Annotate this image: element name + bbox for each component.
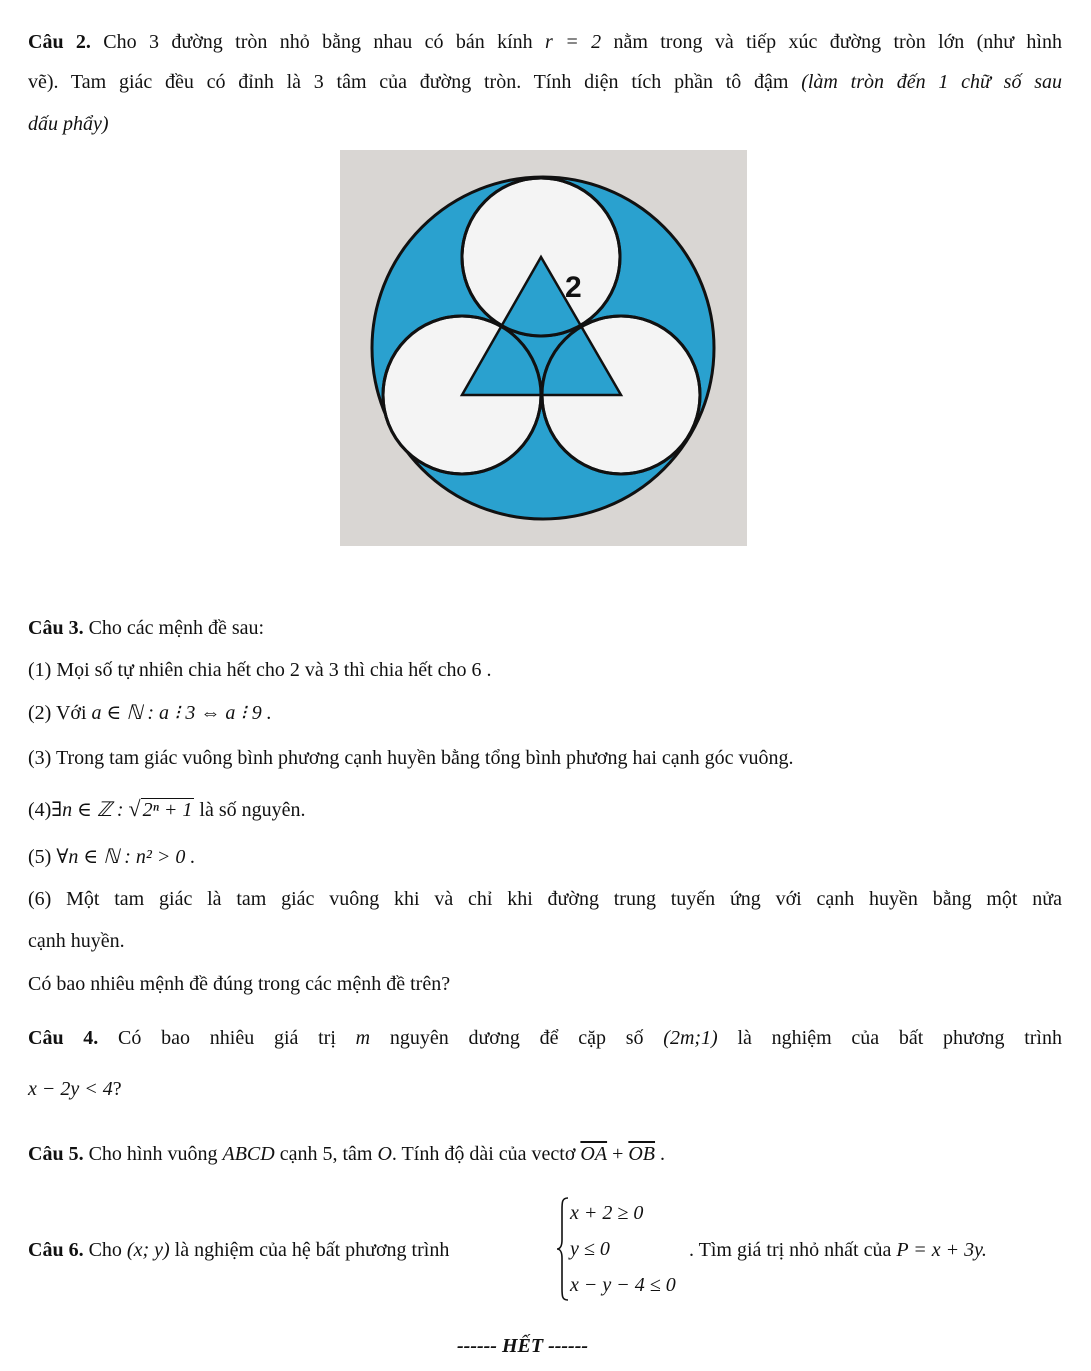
q3-statement-4: (4)∃n ∈ ℤ : √ 2ⁿ + 1 là số nguyên.: [28, 796, 306, 821]
q5-end: .: [655, 1143, 666, 1165]
q3-s4-sqrt: 2ⁿ + 1: [142, 799, 193, 821]
circles-diagram: [340, 150, 747, 546]
q5-vec-ob: $\overline{OB}$: [628, 1143, 656, 1165]
q5-label: Câu 5.: [28, 1143, 84, 1165]
q2-figure: [340, 150, 747, 546]
q3-label: Câu 3.: [28, 617, 84, 639]
q5-abcd: ABCD: [222, 1143, 275, 1165]
q2-label: Câu 2.: [28, 31, 91, 53]
q2-text-3-italic: dấu phẩy): [28, 113, 109, 135]
q6-system: [556, 1196, 686, 1302]
q3-s5-math: ∀n ∈ ℕ : n² > 0 .: [56, 846, 196, 868]
q3-question: Có bao nhiêu mệnh đề đúng trong các mệnh đề trên?: [28, 973, 451, 995]
q3-statement-3: (3) Trong tam giác vuông bình phương cạnh huyền bằng tổng bình phương hai cạnh góc vuông.: [28, 747, 794, 769]
q5-plus: +: [607, 1143, 629, 1165]
q3-s4-prefix: (4): [28, 799, 52, 821]
q3-s4-math: ∃n ∈ ℤ :: [51, 799, 129, 821]
q6-line-a: [28, 1236, 449, 1264]
q5-text-b: cạnh 5, tâm: [274, 1143, 378, 1165]
q6-text-a: Cho: [83, 1239, 127, 1261]
q6-sys-2: y ≤ 0: [570, 1238, 610, 1260]
q3-s2-math: a ∈ ℕ : a ⁝ 3 ⇔ a ⁝ 9 .: [91, 702, 272, 724]
q4-inequality: x − 2y < 4: [28, 1078, 113, 1100]
q4-text-c: là nghiệm của bất phương trình: [717, 1027, 1062, 1049]
q3-statement-2: [28, 699, 272, 727]
q2-text-2-italic: (làm tròn đến 1 chữ số sau: [801, 71, 1062, 93]
q5-text-a: Cho hình vuông: [83, 1143, 223, 1165]
q4-label: Câu 4.: [28, 1027, 99, 1049]
q4-text-b: nguyên dương để cặp số: [370, 1027, 664, 1049]
q4-m: m: [355, 1027, 371, 1049]
q3-statement-5: [28, 843, 195, 871]
q3-statement-6-cont: cạnh huyền.: [28, 930, 125, 952]
q6-label: Câu 6.: [28, 1239, 84, 1261]
brace-icon: [556, 1196, 570, 1302]
radius-label: 2: [565, 271, 582, 304]
q3-s2-prefix: (2) Với: [28, 702, 92, 724]
q3-s5-prefix: (5): [28, 846, 57, 868]
q6-sys-3: x − y − 4 ≤ 0: [570, 1274, 676, 1296]
q2-line-1: [28, 28, 1062, 56]
q2-radius-math: r = 2: [545, 31, 602, 53]
q3-intro: Cho các mệnh đề sau:: [83, 617, 265, 639]
q2-text-1b: nằm trong và tiếp xúc đường tròn lớn (như hình: [601, 31, 1062, 53]
q6-text-c: . Tìm giá trị nhỏ nhất của: [689, 1239, 897, 1261]
q4-line-2: [28, 1075, 122, 1103]
q5-vec-oa: $\overline{OA}$: [580, 1143, 608, 1165]
q5-o: O: [377, 1143, 392, 1165]
q4-qmark: ?: [112, 1078, 122, 1100]
q6-sys-1: x + 2 ≥ 0: [570, 1202, 644, 1224]
q6-p: P = x + 3y.: [896, 1239, 987, 1261]
q3-heading: [28, 614, 264, 642]
q4-text-a: Có bao nhiêu giá trị: [98, 1027, 356, 1049]
q6-line-b: [689, 1236, 987, 1264]
q2-line-3: [28, 110, 109, 138]
q3-statement-1: (1) Mọi số tự nhiên chia hết cho 2 và 3 thì chia hết cho 6 .: [28, 659, 492, 681]
q2-line-2: [28, 68, 1062, 96]
q2-text-1a: Cho 3 đường tròn nhỏ bằng nhau có bán kính: [90, 31, 546, 53]
q6-text-b: là nghiệm của hệ bất phương trình: [169, 1239, 450, 1261]
q5-line: [28, 1140, 665, 1168]
end-marker: ------ HẾT ------: [457, 1335, 589, 1357]
q6-xy: (x; y): [126, 1239, 170, 1261]
q3-s4-suffix: là số nguyên.: [194, 799, 306, 821]
q4-line-1: [28, 1024, 1062, 1052]
q2-text-2a: vẽ). Tam giác đều có đỉnh là 3 tâm của đường tròn. Tính diện tích phần tô đậm: [28, 71, 802, 93]
q5-text-c: . Tính độ dài của vectơ: [391, 1143, 581, 1165]
q3-statement-6: (6) Một tam giác là tam giác vuông khi và chỉ khi đường trung tuyến ứng với cạnh huyền bằng một nửa: [28, 888, 1062, 910]
q4-pair: (2m;1): [663, 1027, 718, 1049]
